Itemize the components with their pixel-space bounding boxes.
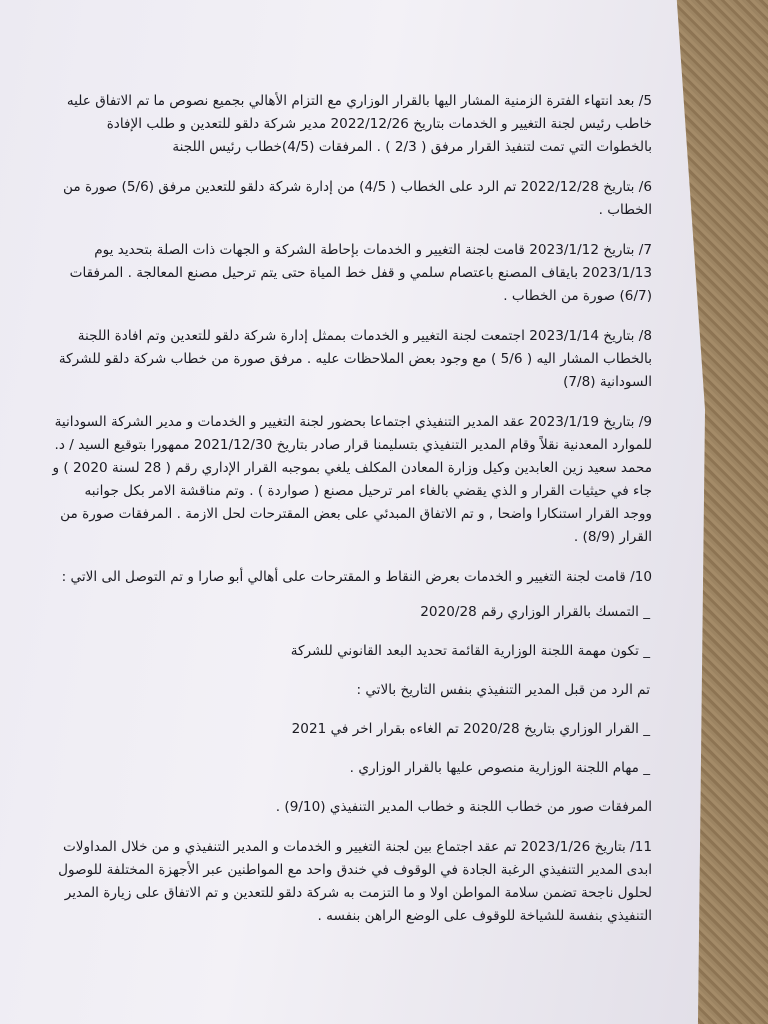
list-item: _ القرار الوزاري بتاريخ 2020/28 تم الغاءه بقرار اخر في 2021 [291, 721, 650, 737]
list-item: _ مهام اللجنة الوزارية منصوص عليها بالقرار الوزاري . [349, 760, 650, 776]
list-item: _ التمسك بالقرار الوزاري رقم 2020/28 [420, 604, 650, 620]
document-body [52, 90, 652, 945]
paragraph-7: 7/ بتاريخ 2023/1/12 قامت لجنة التغيير و الخدمات بإحاطة الشركة و الجهات ذات الصلة بتحديد يوم 2023/1/13 بايقاف المصنع باعتصام سلمي و قفل خط المياة حتى يتم ترحيل مصنع المعالجة . المرفقات (6/7) صورة من الخطاب . [69, 242, 652, 304]
paragraph-9: 9/ بتاريخ 2023/1/19 عقد المدير التنفيذي اجتماعا بحضور لجنة التغيير و الخدمات و مدير الشركة السودانية للموارد المعدنية نقلاً وقام المدير التنفيذي بتسليمنا قرار صادر بتاريخ 2021/12/30 ممهورا بتوقيع السيد / د. محمد سعيد زين العابدين وكيل وزارة المعادن المكلف يلغي بموجبه القرار الإداري رقم ( 28 لسنة 2020 ) و جاء في حيثيات القرار و الذي يقضي بالغاء امر ترحيل مصنع ( صواردة ) . وتم مناقشة الامر بكل جوانبه ووجد القرار استنكارا واضحا , و تم الاتفاق المبدئي على بعض المقترحات لحل الازمة . المرفقات صورة من القرار (8/9) . [52, 414, 652, 545]
paragraph-6: 6/ بتاريخ 2022/12/28 تم الرد على الخطاب ( 4/5) من إدارة شركة دلقو للتعدين مرفق (5/6) صورة من الخطاب . [63, 179, 652, 218]
list-item: _ تكون مهمة اللجنة الوزارية القائمة تحديد البعد القانوني للشركة [290, 643, 650, 659]
paragraph-11: 11/ بتاريخ 2023/1/26 تم عقد اجتماع بين لجنة التغيير و الخدمات و المدير التنفيذي و من خلال المداولات ابدى المدير التنفيذي الرغبة الجادة في الوقوف في خندق واحد مع المواطنين عبر الأجهزة المختلفة للوصول لحلول ناجحة تضمن سلامة المواطن اولا و ما التزمت به شركة دلقو للتعدين و تم الاتفاق على زيارة المدير التنفيذي بنفسة للشياخة للوقوف على الوضع الراهن بنفسه . [58, 839, 652, 924]
paragraph-10: 10/ قامت لجنة التغيير و الخدمات بعرض النقاط و المقترحات على أهالي أبو صارا و تم التوصل الى الاتي : [61, 569, 652, 585]
paragraph-8: 8/ بتاريخ 2023/1/14 اجتمعت لجنة التغيير و الخدمات بممثل إدارة شركة دلقو للتعدين وتم افادة اللجنة بالخطاب المشار اليه ( 5/6 ) مع وجود بعض الملاحظات عليه . مرفق صورة من خطاب شركة دلقو للشركة السودانية (7/8) [58, 328, 652, 390]
paragraph-5: 5/ بعد انتهاء الفترة الزمنية المشار اليها بالقرار الوزاري مع التزام الأهالي بجميع نصوص ما تم الاتفاق عليه خاطب رئيس لجنة التغيير و الخدمات بتاريخ 2022/12/26 مدير شركة دلقو للتعدين و طلب الإفادة بالخطوات التي تمت لتنفيذ القرار مرفق ( 2/3 ) . المرفقات (4/5)خطاب رئيس اللجنة [66, 93, 652, 155]
reply-line: تم الرد من قبل المدير التنفيذي بنفس التاريخ بالاتي : [356, 682, 650, 698]
attachments-line: المرفقات صور من خطاب اللجنة و خطاب المدير التنفيذي (9/10) . [275, 799, 652, 815]
